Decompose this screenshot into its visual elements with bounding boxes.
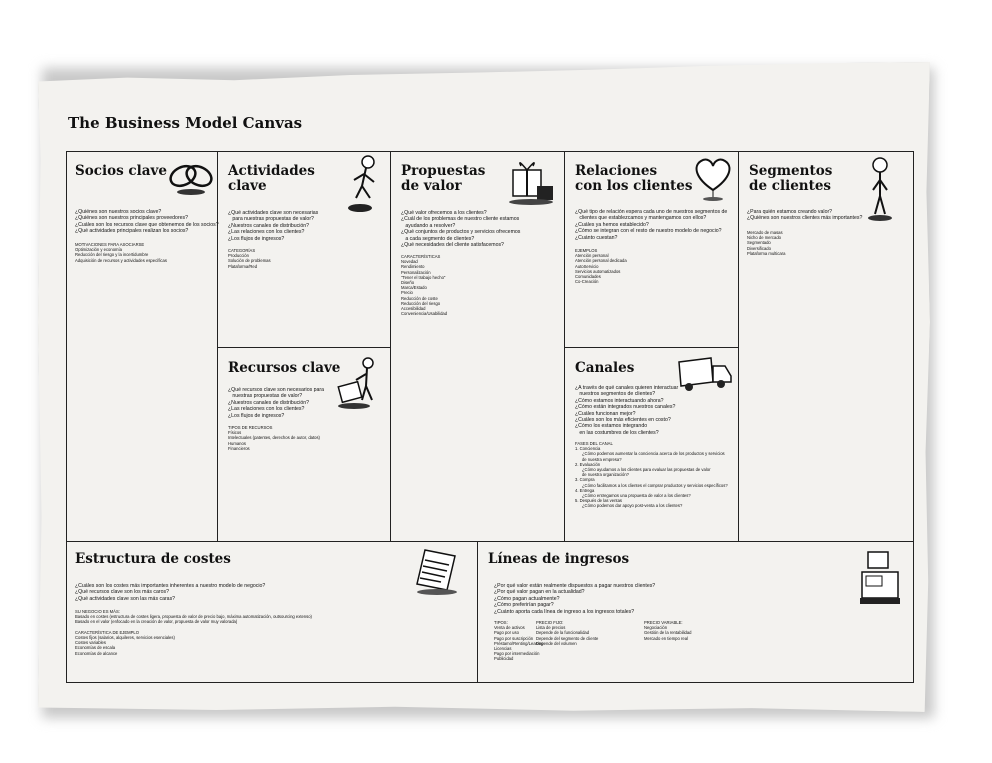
socios-clave-block (66, 151, 218, 542)
propuestas-valor-block (390, 151, 565, 542)
relaciones-clientes-questions: ¿Qué tipo de relación espera cada uno de nuestros segmentos de clientes que establezcamos y mantengamos con ellos? ¿Cuáles ya hemos establecido? ¿Cómo se integran con el resto de nuestro modelo de negocio? ¿Cuánto cuestan? (575, 209, 728, 241)
relaciones-clientes-examples: EJEMPLOS Atención personal Atención personal dedicada AutoServicio Servicios automatizados Comunidades Co-Creación (575, 248, 627, 285)
actividades-clave-questions: ¿Qué actividades clave son necesarias para nuestras propuestas de valor? ¿Nuestros canales de distribución? ¿Las relaciones con los clientes? ¿Los flujos de ingresos? (228, 210, 319, 242)
canales-heading: Canales (575, 360, 635, 376)
relaciones-clientes-block (564, 151, 739, 348)
canales-block (564, 347, 739, 542)
cash-register-icon (854, 544, 908, 608)
estructura-costes-heading: Estructura de costes (75, 551, 231, 567)
gift-box-icon (503, 156, 557, 206)
socios-clave-questions: ¿Quiénes son nuestros socios clave? ¿Quiénes son nuestros principales proveedores? ¿Cuáles son los recursos clave que obtenemos de los socios? ¿Qué actividades principales realizan los socios? (75, 209, 219, 235)
heart-icon (691, 154, 735, 202)
ingresos-fixed-price: PRECIO FIJO: Lista de precios Depende de la funcionalidad Depende del segmento de cliente Depende del volumen (536, 620, 599, 646)
actividades-clave-block (217, 151, 391, 348)
socios-clave-heading: Socios clave (75, 163, 167, 179)
standing-person-icon (865, 156, 895, 222)
lineas-ingresos-questions: ¿Por qué valor están realmente dispuestos a pagar nuestros clientes? ¿Por qué valor pagan en la actualidad? ¿Cómo pagan actualmente? ¿Cómo preferirían pagar? ¿Cuánto aporta cada línea de ingreso a los ingresos totales? (494, 583, 656, 615)
ingresos-variable-price: PRECIO VARIABLE: Negociación Gestión de la rentabilidad Mercado en tiempo real (644, 620, 692, 641)
lineas-ingresos-block (477, 541, 914, 683)
chain-links-icon (165, 156, 217, 196)
segmentos-clientes-block (738, 151, 914, 542)
ingresos-types: TIPOS: Venta de activos Pago por uso Pago por suscripción Préstamo/Renting/Leasing Licencias Pago por intermediación Publicidad (494, 620, 544, 662)
page-title: The Business Model Canvas (68, 114, 303, 132)
recursos-clave-questions: ¿Qué recursos clave son necesarios para nuestras propuestas de valor? ¿Nuestros canales de distribución? ¿Las relaciones con los clientes? ¿Los flujos de ingresos? (228, 387, 325, 419)
actividades-clave-heading: Actividades clave (228, 163, 315, 194)
segmentos-clientes-examples: Mercado de masas Nicho de mercado Segmentado Diversificado Plataforma multicara (747, 230, 786, 256)
truck-icon (675, 354, 735, 396)
digging-person-icon (346, 154, 386, 214)
socios-clave-examples: MOTIVACIONES PARA ASOCIARSE Optimización y economía Reducción del riesgo y la incertidumbre Adquisición de recursos y actividades específicas (75, 242, 167, 263)
propuestas-valor-questions: ¿Qué valor ofrecemos a los clientes? ¿Cuál de los problemas de nuestro cliente estamos ayudando a resolver? ¿Qué conjuntos de productos y servicios ofrecemos a cada segmento de clientes? ¿Qué necesidades del cliente satisfacemos? (401, 210, 521, 249)
recursos-clave-block (217, 347, 391, 542)
canales-examples: FASES DEL CANAL 1. Conciencia ¿Cómo podemos aumentar la conciencia acerca de los productos y servicios de nuestra empresa? 2. Evaluación ¿Cómo ayudamos a los clientes para evaluar las propuestas de valor de nuestra organización? 3. Compra ¿Cómo facilitamos a los clientes el comprar productos y servicios específicos? 4. Entrega ¿Cómo entregamos una propuesta de valor a los clientes? 5. Después de las ventas ¿Cómo podemos dar apoyo post-venta a los clientes? (575, 441, 728, 509)
actividades-clave-examples: CATEGORÍAS Producción Solución de problemas Plataforma/Red (228, 248, 271, 269)
propuestas-valor-heading: Propuestas de valor (401, 163, 486, 194)
segmentos-clientes-heading: Segmentos de clientes (749, 163, 833, 194)
worker-with-boxes-icon (336, 356, 382, 410)
canales-questions: ¿A través de qué canales quieren interactuar nuestros segmentos de clientes? ¿Cómo estamos interactuando ahora? ¿Cómo están integrados nuestros canales? ¿Cuáles funcionan mejor? ¿Cuáles son los más eficientes en costo? ¿Cómo los estamos integrando en las costumbres de los clientes? (575, 385, 679, 436)
lineas-ingresos-heading: Líneas de ingresos (488, 551, 630, 567)
recursos-clave-examples: TIPOS DE RECURSOS Físicos Intelectuales (patentes, derechos de autor, datos) Humanos Financieros (228, 425, 320, 451)
estructura-costes-block (66, 541, 478, 683)
recursos-clave-heading: Recursos clave (228, 360, 341, 376)
estructura-costes-examples: SU NEGOCIO ES MÁS: Basado en costes (estructura de costes ligera, propuesta de valor de precio bajo, máxima automatización, outsourcing extenso) Basado en el valor (enfocado en la creación de valor, propuesta de valor muy valorada) CARACTERÍSTICA DE EJEMPLO Costes fijos (salarios, alquileres, servicios esenciales) Costes variables Economías de escala Economías de alcance (75, 609, 312, 656)
receipt-icon (411, 546, 467, 596)
segmentos-clientes-questions: ¿Para quién estamos creando valor? ¿Quiénes son nuestros clientes más importantes? (747, 209, 863, 222)
propuestas-valor-examples: CARACTERÍSTICAS Novedad Rendimiento Personalización "Tener el trabajo hecho" Diseño Marca/Estado Precio Reducción de coste Reducción del riesgo Accesibilidad Conveniencia/Usabilidad (401, 254, 448, 317)
estructura-costes-questions: ¿Cuáles son los costes más importantes inherentes a nuestro modelo de negocio? ¿Qué recursos clave son los más caros? ¿Qué actividades clave son las más caras? (75, 583, 266, 602)
relaciones-clientes-heading: Relaciones con los clientes (575, 163, 693, 194)
